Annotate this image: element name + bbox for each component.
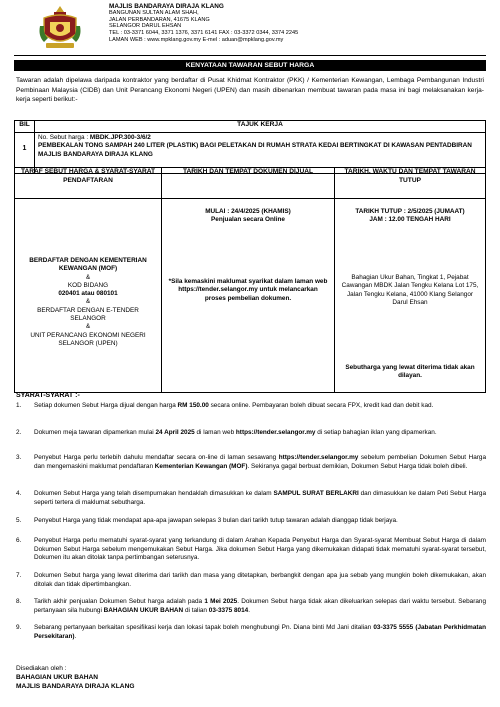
closing-date: TARIKH TUTUP : 2/5/2025 (JUMAAT) xyxy=(355,208,465,215)
work-description: No. Sebut harga : MBDK.JPP.300-3/6/2 PEMBEKALAN TONG SAMPAH 240 LITER (PLASTIK) BAGI PELETAKAN DI RUMAH STRATA KEDAI BERTINGKAT DI KAWASAN PENTADBIRAN MAJLIS BANDARAYA DIRAJA KLANG xyxy=(35,133,486,174)
col-sale: TARIKH DAN TEMPAT DOKUMEN DIJUAL xyxy=(162,168,335,199)
registration-cell: BERDAFTAR DENGAN KEMENTERIAN KEWANGAN (MOF) & KOD BIDANG 020401 atau 080101 & BERDAFTAR DENGAN E-TENDER SELANGOR & UNIT PERANCANG EKONOMI NEGERI SELANGOR (UPEN) xyxy=(15,199,162,393)
sale-mode: Penjualan secara Online xyxy=(211,216,285,224)
term-9: 9. Sebarang pertanyaan berkaitan spesifikasi kerja dan lokasi tapak boleh menghubungi Pn. Diana binti Md Jani ditalian 03-3375 5555 (Jabatan Perkhidmatan Persekitaran). xyxy=(16,624,486,640)
term-4: 4. Dokumen Sebut Harga yang telah disempurnakan hendaklah dimasukkan ke dalam SAMPUL SURAT BERLAKRI dan dimasukkan ke dalam Peti Sebut Harga seperti tertera di maklumat sebutharga. xyxy=(16,490,486,506)
term-6: 6. Penyebut Harga perlu mematuhi syarat-syarat yang terkandung di dalam Arahan Kepada Penyebut Harga dan Syarat-syarat Membuat Sebut Harga di dalam Dokumen Sebut Harga sebelum mengemukakan Sebut Harga. Jika dokumen Sebut Harga yang dikemukakan didapati tidak mematuhi syarat-syarat tersebut, Dokumen itu akan ditolak tanpa pertimbangan seterusnya. xyxy=(16,537,486,562)
address-line-1: BANGUNAN SULTAN ALAM SHAH, xyxy=(109,10,199,17)
col-closing: TARIKH, WAKTU DAN TEMPAT TAWARAN TUTUP xyxy=(335,168,486,199)
council-letterhead xyxy=(109,3,298,43)
col-tajuk-kerja: TAJUK KERJA xyxy=(35,121,486,133)
term-2: 2. Dokumen meja tawaran dipamerkan mulai 24 April 2025 di laman web https://tender.selangor.my di setiap bahagian iklan yang dipamerkan. xyxy=(16,429,437,436)
council-crest-logo xyxy=(38,4,82,50)
prepared-by-block xyxy=(16,665,134,691)
row-number: 1 xyxy=(15,133,35,174)
prepared-by-dept: BAHAGIAN UKUR BAHAN xyxy=(16,673,99,681)
prepared-by-org: MAJLIS BANDARAYA DIRAJA KLANG xyxy=(16,682,135,690)
intro-paragraph: Tawaran adalah dipelawa daripada kontraktor yang berdaftar di Pusat Khidmat Kontraktor (PKK) / Kementerian Kewangan, Lembaga Pembangunan Industri Pembinaan Malaysia (CIDB) dan Unit Perancang Ekonomi Negeri (UPEN) dan masih dibenarkan membuat tawaran pada masa ini bagi melaksanakan kerja-kerja seperti berikut:- xyxy=(16,77,484,104)
term-3: 3. Penyebut Harga perlu terlebih dahulu mendaftar secara on-line di laman sesawang https://tender.selangor.my sebelum pembelian Dokumen Sebut Harga dan mengemaskini maklumat pendaftaran Kementerian Kewangan (MOF). Sekiranya gagal berbuat demikian, Dokumen Sebut Harga tidak boleh dibeli. xyxy=(16,454,486,470)
tel-fax-line: TEL : 03-3371 6044, 3371 1376, 3371 6141 FAX : 03-3372 0344, 3374 2245 xyxy=(109,29,299,36)
col-registration: TARAF SEBUT HARGA & SYARAT-SYARAT PENDAFTARAN xyxy=(15,168,162,199)
address-line-2: JALAN PERBANDARAN, 41675 KLANG xyxy=(109,16,210,23)
late-notice: Sebutharga yang lewat diterima tidak akan dilayan. xyxy=(345,364,475,380)
quotation-reference: MBDK.JPP.300-3/6/2 xyxy=(89,134,151,141)
sale-note: *Sila kemaskini maklumat syarikat dalam laman web https://tender.selangor.my untuk melancarkan proses pembelian dokumen. xyxy=(168,278,328,302)
detail-table xyxy=(14,167,486,393)
work-table xyxy=(14,120,486,174)
term-5: 5. Penyebut Harga yang tidak mendapat apa-apa jawapan selepas 3 bulan dari tarikh tutup tawaran adalah dianggap tidak berjaya. xyxy=(16,517,398,524)
closing-cell xyxy=(335,199,486,393)
term-1: 1. Setiap dokumen Sebut Harga dijual dengan harga RM 150.00 secara online. Pembayaran boleh dibuat secara FPX, kredit kad dan debit kad. xyxy=(16,402,434,409)
field-code: 020401 atau 080101 xyxy=(58,290,118,298)
terms-heading: SYARAT-SYARAT :- xyxy=(16,392,80,399)
term-7: 7. Dokumen Sebut harga yang lewat diterima dari tarikh dan masa yang ditetapkan, berbangkit dengan apa jua sebab yang mungkin boleh dikemukakan, akan ditolak dan tidak dipertimbangkan. xyxy=(16,572,486,588)
prepared-by-label: Disediakan oleh : xyxy=(16,665,67,672)
header-divider xyxy=(14,55,486,56)
notice-banner: KENYATAAN TAWARAN SEBUT HARGA xyxy=(14,60,486,71)
sale-cell xyxy=(162,199,335,393)
closing-place: Bahagian Ukur Bahan, Tingkat 1, Pejabat Cawangan MBDK Jalan Tengku Kelana Lot 175, Jalan Tengku Kelana, 41000 Klang Selangor Darul Ehsan xyxy=(341,274,479,306)
council-name: MAJLIS BANDARAYA DIRAJA KLANG xyxy=(109,3,224,10)
closing-time: JAM : 12.00 TENGAH HARI xyxy=(369,216,451,224)
sale-start: MULAI : 24/4/2025 (KHAMIS) xyxy=(205,208,291,215)
web-email-line: LAMAN WEB : www.mpklang.gov.my E-mel : aduan@mpklang.gov.my xyxy=(109,36,284,43)
work-title: PEMBEKALAN TONG SAMPAH 240 LITER (PLASTIK) BAGI PELETAKAN DI RUMAH STRATA KEDAI BERTINGKAT DI KAWASAN PENTADBIRAN MAJLIS BANDARAYA DIRAJA KLANG xyxy=(38,142,472,158)
address-line-3: SELANGOR DARUL EHSAN xyxy=(109,23,182,30)
term-8: 8. Tarikh akhir penjualan Dokumen Sebut harga adalah pada 1 Mei 2025. Dokumen Sebut harga tidak akan dikeluarkan selepas dari waktu tersebut. Sebarang pertanyaan sila hubungi BAHAGIAN UKUR BAHAN di talian 03-3375 8014. xyxy=(16,598,487,614)
col-bil: BIL xyxy=(15,121,35,133)
